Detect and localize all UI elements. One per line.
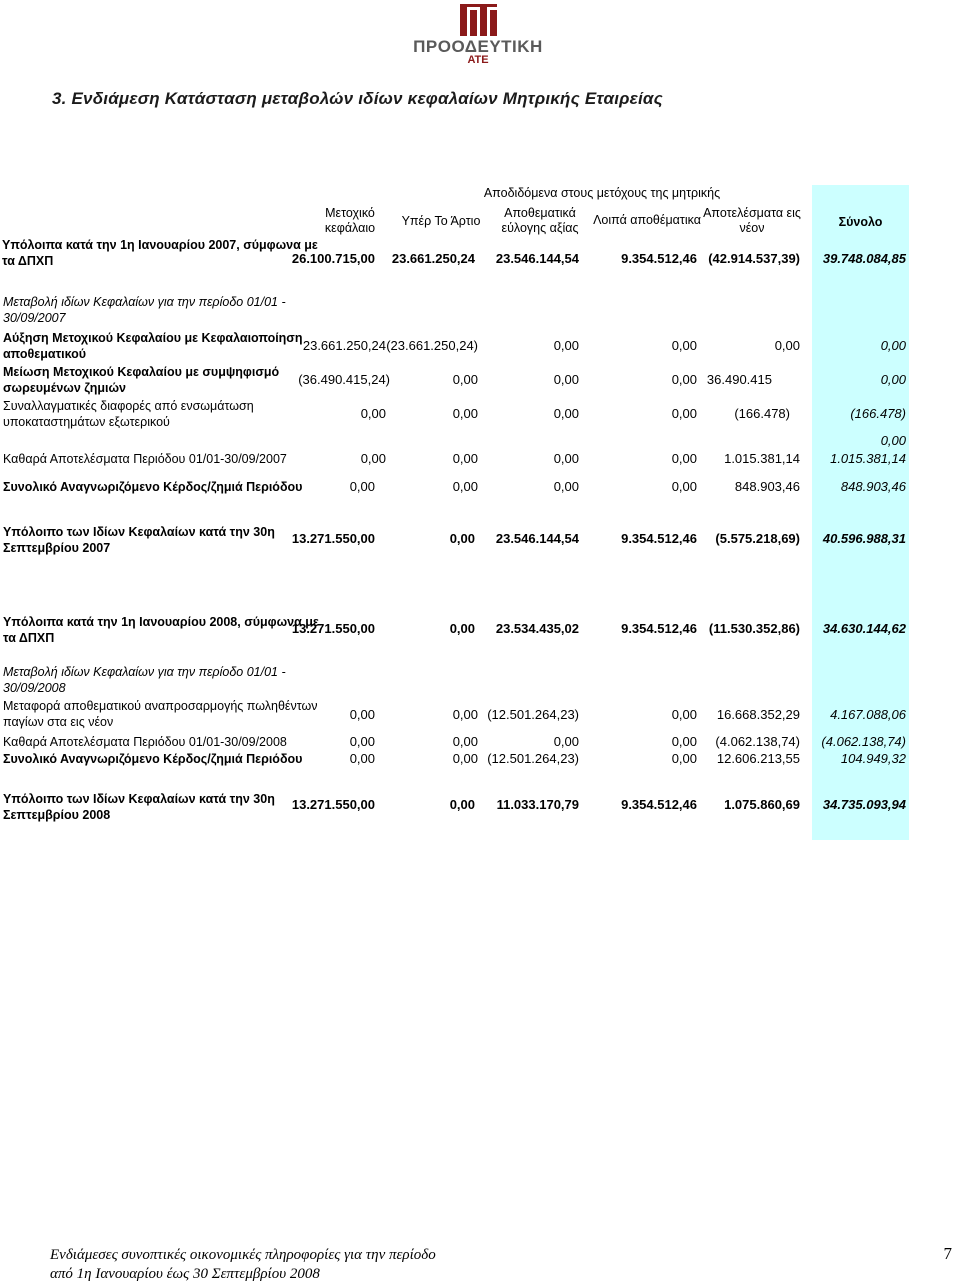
cell: (11.530.352,86)	[708, 621, 800, 636]
cell: 0,00	[553, 479, 579, 494]
cell: 0,00	[553, 734, 579, 749]
page-title: 3. Ενδιάμεση Κατάσταση μεταβολών ιδίων κεφαλαίων Μητρικής Εταιρείας	[52, 89, 663, 108]
cell-total: 39.748.084,85	[822, 251, 906, 266]
cell: 0,00	[452, 734, 478, 749]
cell: 0,00	[452, 406, 478, 421]
cell: 0,00	[671, 479, 697, 494]
cell: 0,00	[452, 707, 478, 722]
cell: 26.100.715,00	[291, 251, 375, 266]
cell: 23.534.435,02	[495, 621, 579, 636]
header-premium: Υπέρ Το Άρτιο	[401, 214, 481, 228]
cell: 0,00	[553, 451, 579, 466]
cell: 0,00	[671, 751, 697, 766]
cell-total: 0,00	[880, 338, 906, 353]
cell-total: 1.015.381,14	[830, 451, 906, 466]
row-label-capital-increase: Αύξηση Μετοχικού Κεφαλαίου με Κεφαλαιοποίηση αποθεματικού	[3, 331, 303, 361]
row-label-recognized-2008: Συνολικό Αναγνωριζόμενο Κέρδος/ζημιά Περιόδου	[3, 752, 303, 766]
row-label-fx-differences: Συναλλαγματικές διαφορές από ενσωμάτωση υποκαταστημάτων εξωτερικού	[3, 399, 254, 429]
header-group: Αποδιδόμενα στους μετόχους της μητρικής	[483, 186, 721, 200]
cell-total: 0,00	[880, 372, 906, 387]
cell: 0,00	[671, 338, 697, 353]
cell: 0,00	[452, 451, 478, 466]
cell: (12.501.264,23)	[487, 751, 579, 766]
cell: 23.661.250,24	[391, 251, 475, 266]
cell: 0,00	[671, 451, 697, 466]
cell: 0,00	[449, 531, 475, 546]
cell: (12.501.264,23)	[487, 707, 579, 722]
cell: (36.490.415,24)	[298, 372, 390, 387]
cell-total: 104.949,32	[840, 751, 906, 766]
footer-line-2: από 1η Ιανουαρίου έως 30 Σεπτεμβρίου 2008	[50, 1266, 320, 1282]
cell: 9.354.512,46	[621, 797, 697, 812]
cell: 16.668.352,29	[716, 707, 800, 722]
cell: 0,00	[349, 734, 375, 749]
header-retained: Αποτελέσματα εις νέον	[703, 206, 801, 235]
cell: 9.354.512,46	[621, 621, 697, 636]
cell: 0,00	[553, 338, 579, 353]
cell: 1.075.860,69	[724, 797, 800, 812]
header-total: Σύνολο	[838, 215, 883, 229]
cell: 23.546.144,54	[495, 251, 579, 266]
cell: 23.546.144,54	[495, 531, 579, 546]
cell: 36.490.415	[706, 372, 772, 387]
row-label-changes-2008: Μεταβολή ιδίων Κεφαλαίων για την περίοδο 01/01 - 30/09/2008	[3, 665, 286, 695]
header-other-reserves: Λοιπά αποθέματικα	[593, 213, 701, 227]
row-label-balance-sep-2007: Υπόλοιπο των Ιδίων Κεφαλαίων κατά την 30η Σεπτεμβρίου 2007	[3, 525, 275, 555]
cell-total: (166.478)	[850, 406, 906, 421]
cell: 13.271.550,00	[291, 621, 375, 636]
cell: 0,00	[349, 707, 375, 722]
row-label-net-result-2007: Καθαρά Αποτελέσματα Περιόδου 01/01-30/09/2007	[3, 452, 287, 466]
cell: 0,00	[671, 707, 697, 722]
logo-wordmark: ΠΡΟΟΔΕΥΤΙΚΗ	[413, 37, 543, 56]
cell: 0,00	[449, 797, 475, 812]
cell: (5.575.218,69)	[715, 531, 800, 546]
cell: 0,00	[452, 372, 478, 387]
cell-total: 848.903,46	[840, 479, 906, 494]
cell: 0,00	[349, 479, 375, 494]
cell-total-top: 0,00	[880, 433, 906, 448]
page-number: 7	[943, 1244, 952, 1263]
cell: 0,00	[671, 734, 697, 749]
cell: 12.606.213,55	[716, 751, 800, 766]
cell: 13.271.550,00	[291, 531, 375, 546]
cell: 0,00	[360, 451, 386, 466]
cell: (166.478)	[734, 406, 790, 421]
cell-total: 4.167.088,06	[830, 707, 906, 722]
company-logo	[378, 4, 578, 66]
cell: 11.033.170,79	[496, 797, 579, 812]
cell: (4.062.138,74)	[715, 734, 800, 749]
cell: 0,00	[452, 751, 478, 766]
cell: 9.354.512,46	[621, 531, 697, 546]
header-fair-value: Αποθεματικά εύλογης αξίας	[501, 206, 579, 235]
row-label-capital-decrease: Μείωση Μετοχικού Κεφαλαίου με συμψηφισμό σωρευμένων ζημιών	[3, 365, 280, 395]
cell-total: (4.062.138,74)	[821, 734, 906, 749]
cell: 0,00	[553, 406, 579, 421]
cell: (23.661.250,24)	[386, 338, 478, 353]
row-label-balance-2008: Υπόλοιπα κατά την 1η Ιανουαρίου 2008, σύμφωνα με τα ΔΠΧΠ	[3, 615, 319, 645]
cell: 9.354.512,46	[621, 251, 697, 266]
row-label-net-result-2008: Καθαρά Αποτελέσματα Περιόδου 01/01-30/09/2008	[3, 735, 287, 749]
cell: 0,00	[349, 751, 375, 766]
row-label-balance-2007: Υπόλοιπα κατά την 1η Ιανουαρίου 2007, σύμφωνα με τα ΔΠΧΠ	[2, 238, 318, 268]
cell: 0,00	[452, 479, 478, 494]
cell: 848.903,46	[734, 479, 800, 494]
row-label-balance-sep-2008: Υπόλοιπο των Ιδίων Κεφαλαίων κατά την 30η Σεπτεμβρίου 2008	[3, 792, 275, 822]
cell: (42.914.537,39)	[708, 251, 800, 266]
cell: 0,00	[671, 406, 697, 421]
cell: 0,00	[449, 621, 475, 636]
cell: 13.271.550,00	[291, 797, 375, 812]
cell: 1.015.381,14	[724, 451, 800, 466]
row-label-revaluation-transfer: Μεταφορά αποθεματικού αναπροσαρμογής πωληθέντων παγίων στα εις νέον	[3, 699, 318, 729]
cell: 0,00	[360, 406, 386, 421]
logo-subtitle: ΑΤΕ	[467, 54, 489, 66]
row-label-changes-2007: Μεταβολή ιδίων Κεφαλαίων για την περίοδο 01/01 - 30/09/2007	[3, 295, 286, 325]
footer-line-1: Ενδιάμεσες συνοπτικές οικονομικές πληροφορίες για την περίοδο	[50, 1247, 436, 1263]
cell-total: 34.630.144,62	[822, 621, 906, 636]
cell: 0,00	[774, 338, 800, 353]
cell-total: 40.596.988,31	[822, 531, 906, 546]
header-share-capital: Μετοχικό κεφάλαιο	[324, 206, 376, 235]
cell: 0,00	[553, 372, 579, 387]
cell: 0,00	[671, 372, 697, 387]
cell: 23.661.250,24	[302, 338, 386, 353]
row-label-recognized-2007: Συνολικό Αναγνωριζόμενο Κέρδος/ζημιά Περιόδου	[3, 480, 303, 494]
cell-total: 34.735.093,94	[822, 797, 906, 812]
